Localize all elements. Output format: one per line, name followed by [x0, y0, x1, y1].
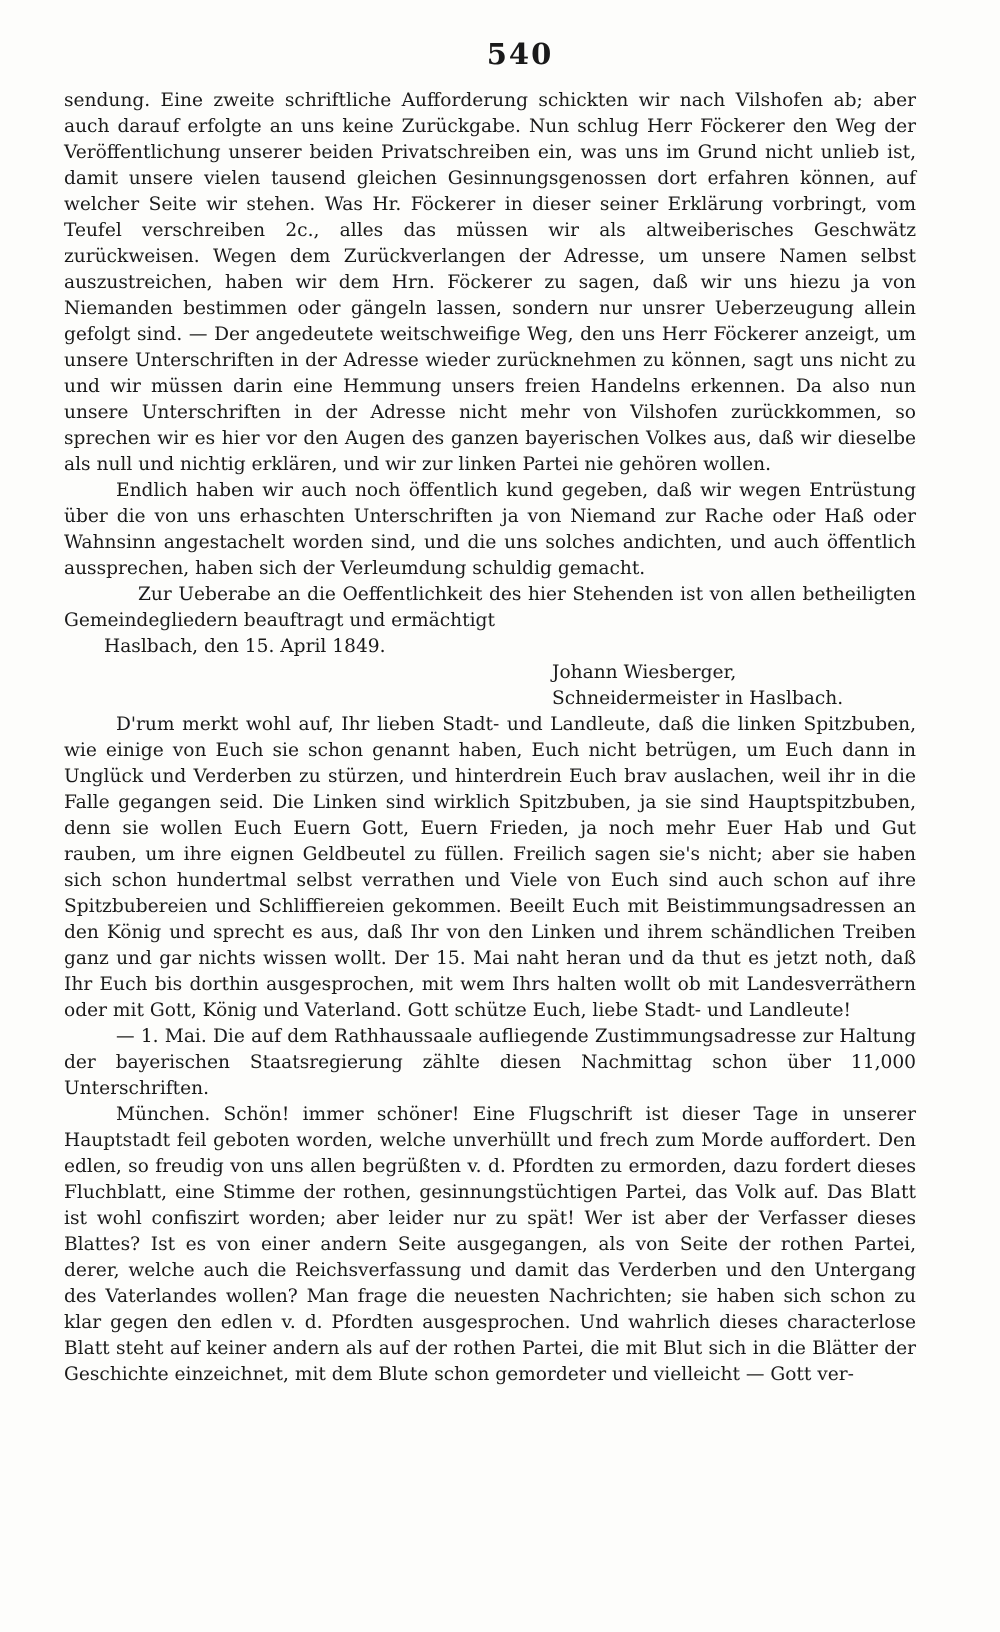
- signature-title: Schneidermeister in Haslbach.: [552, 688, 844, 709]
- place-date: Haslbach, den 15. April 1849.: [104, 636, 386, 657]
- paragraph-1: sendung. Eine zweite schriftliche Aufforderung schickten wir nach Vilshofen ab; aber auch darauf erfolgte an uns keine Zurückgabe. Nun schlug Herr Föckerer den Weg der Veröffentlichung unserer beiden Privatschreiben ein, was uns im Grund nicht unlieb ist, damit unsere vielen tausend gleichen Gesinnungsgenossen dort erfahren können, auf welcher Seite wir stehen. Was Hr. Föckerer in dieser seiner Erklärung vorbringt, vom Teufel verschreiben 2c., alles das müssen wir als altweiberisches Geschwätz zurückweisen. Wegen dem Zurückverlangen der Adresse, um unsere Namen selbst auszustreichen, haben wir dem Hrn. Föckerer zu sagen, daß wir uns hiezu ja von Niemanden bestimmen oder gängeln lassen, sondern nur unsrer Ueberzeugung allein gefolgt sind. — Der angedeutete weitschweifige Weg, den uns Herr Föckerer anzeigt, um unsere Unterschriften in der Adresse wieder zurücknehmen zu können, sagt uns nicht zu und wir müssen darin eine Hemmung unsers freien Handelns erkennen. Da also nun unsere Unterschriften in der Adresse nicht mehr von Vilshofen zurückkommen, so sprechen wir es hier vor den Augen des ganzen bayerischen Volkes aus, daß wir dieselbe als null und nichtig erklären, und wir zur linken Partei nie gehören wollen.: [64, 90, 916, 475]
- article-body: [64, 88, 916, 1388]
- paragraph-6: München. Schön! immer schöner! Eine Flugschrift ist dieser Tage in unserer Hauptstadt feil geboten worden, welche unverhüllt und frech zum Morde auffordert. Den edlen, so freudig von uns allen begrüßten v. d. Pfordten zu ermorden, dazu fordert dieses Fluchblatt, eine Stimme der rothen, gesinnungstüchtigen Partei, das Volk auf. Das Blatt ist wohl confiszirt worden; aber leider nur zu spät! Wer ist aber der Verfasser dieses Blattes? Ist es von einer andern Seite ausgegangen, als von Seite der rothen Partei, derer, welche auch die Reichsverfassung und damit das Verderben und den Untergang des Vaterlandes wollen? Man frage die neuesten Nachrichten; sie haben sich schon zu klar gegen den edlen v. d. Pfordten ausgesprochen. Und wahrlich dieses characterlose Blatt steht auf keiner andern als auf der rothen Partei, die mit Blut sich in die Blätter der Geschichte einzeichnet, mit dem Blute schon gemordeter und vielleicht — Gott ver-: [64, 1104, 916, 1385]
- paragraph-4: D'rum merkt wohl auf, Ihr lieben Stadt- und Landleute, daß die linken Spitzbuben, wie einige von Euch sie schon genannt haben, Euch nicht betrügen, um Euch dann in Unglück und Verderben zu stürzen, und hinterdrein Euch brav auslachen, weil ihr in die Falle gegangen seid. Die Linken sind wirklich Spitzbuben, ja sie sind Hauptspitzbuben, denn sie wollen Euch Euern Gott, Euern Frieden, ja noch mehr Euer Hab und Gut rauben, um ihre eignen Geldbeutel zu füllen. Freilich sagen sie's nicht; aber sie haben sich schon hundertmal selbst verrathen und Viele von Euch sind auch schon auf ihre Spitzbubereien und Schliffiereien gekommen. Beeilt Euch mit Beistimmungsadressen an den König und sprecht es aus, daß Ihr von den Linken und ihrem schändlichen Treiben ganz und gar nichts wissen wollt. Der 15. Mai naht heran und da thut es jetzt noth, daß Ihr Euch bis dorthin ausgesprochen, mit wem Ihrs halten wollt ob mit Landesverräthern oder mit Gott, König und Vaterland. Gott schütze Euch, liebe Stadt- und Landleute!: [64, 714, 916, 1021]
- paragraph-3: Zur Ueberabe an die Oeffentlichkeit des hier Stehenden ist von allen betheiligten Gemeindegliedern beauftragt und ermächtigt: [64, 584, 916, 631]
- page-number: 540: [486, 37, 554, 71]
- paragraph-2: Endlich haben wir auch noch öffentlich kund gegeben, daß wir wegen Entrüstung über die von uns erhaschten Unterschriften ja von Niemand zur Rache oder Haß oder Wahnsinn angestachelt worden sind, und die uns solches andichten, und auch öffentlich aussprechen, haben sich der Verleumdung schuldig gemacht.: [64, 480, 916, 579]
- signature-name: Johann Wiesberger,: [552, 662, 737, 683]
- paragraph-5: — 1. Mai. Die auf dem Rathhaussaale aufliegende Zustimmungsadresse zur Haltung der bayerischen Staatsregierung zählte diesen Nachmittag schon über 11,000 Unterschriften.: [64, 1026, 916, 1099]
